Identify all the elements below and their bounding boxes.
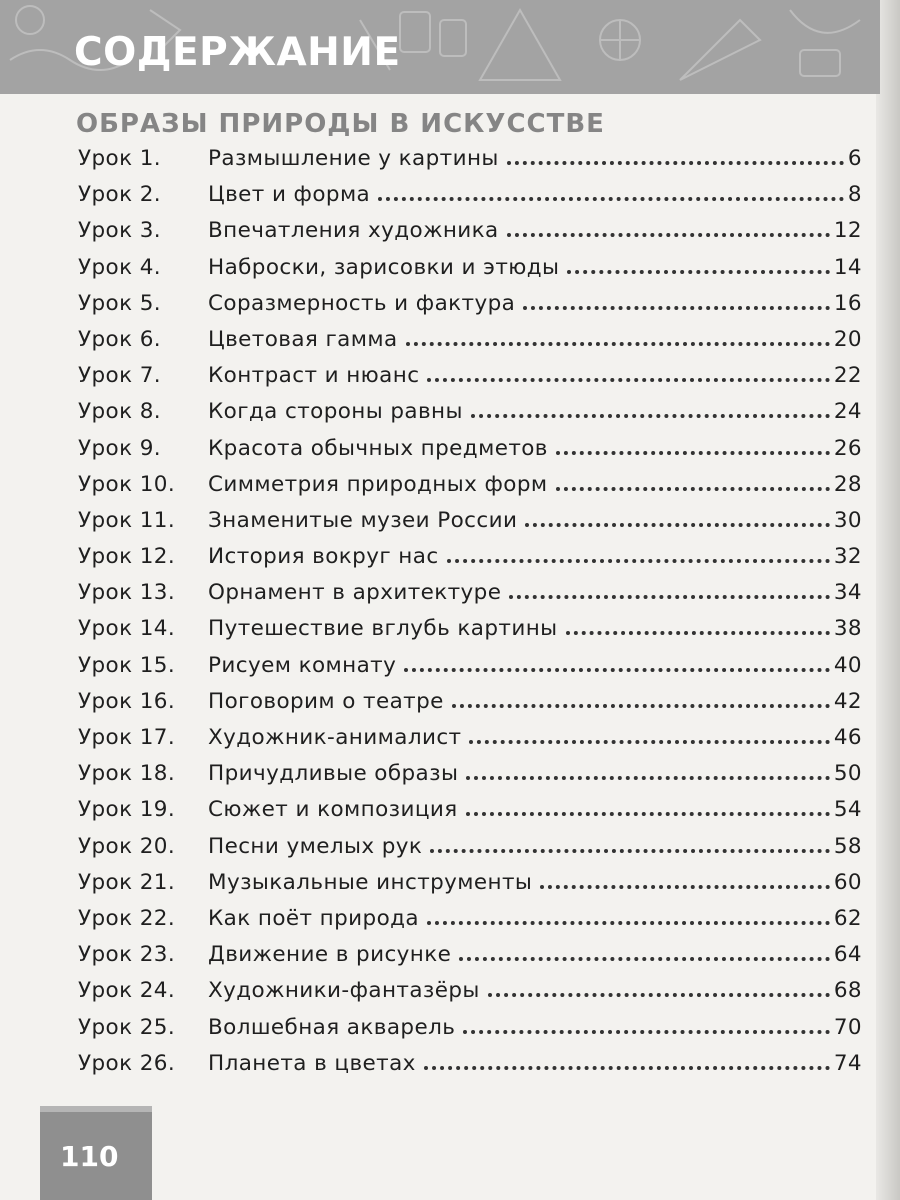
lesson-title: Как поёт природа (208, 905, 419, 931)
page-ref: 60 (833, 869, 862, 895)
lesson-title: Цветовая гамма (208, 326, 398, 352)
toc-row-7[interactable] (78, 363, 862, 399)
lesson-number: Урок 10. (78, 471, 176, 497)
lesson-number: Урок 6. (78, 326, 162, 352)
lesson-number: Урок 22. (78, 905, 176, 931)
page-ref: 68 (833, 978, 862, 1004)
lesson-number: Урок 23. (78, 942, 176, 968)
toc-row-20[interactable] (78, 834, 862, 870)
page-ref: 46 (833, 725, 862, 750)
lesson-number: Урок 20. (78, 833, 176, 859)
toc-row-18[interactable] (78, 761, 862, 797)
page-ref: 62 (833, 905, 862, 931)
dot-leader (488, 987, 830, 997)
lesson-title: Впечатления художника (208, 218, 499, 244)
page-ref: 20 (833, 326, 862, 352)
lesson-title: Красота обычных предметов (208, 435, 548, 461)
dot-leader (463, 1024, 830, 1034)
lesson-number: Урок 4. (78, 254, 162, 280)
toc-row-25[interactable] (78, 1015, 862, 1051)
dot-leader (540, 879, 830, 889)
lesson-title: Планета в цветах (208, 1050, 416, 1076)
lesson-title: Соразмерность и фактура (208, 290, 516, 316)
dot-leader (523, 300, 830, 310)
dot-leader (566, 625, 830, 635)
lesson-title: Контраст и нюанс (208, 363, 420, 389)
page-ref: 38 (833, 616, 862, 642)
toc-row-5[interactable] (78, 291, 862, 327)
page-edge-shadow (876, 0, 900, 1200)
toc-row-22[interactable] (78, 906, 862, 942)
dot-leader (469, 734, 829, 744)
page-ref: 70 (833, 1014, 862, 1040)
dot-leader (452, 698, 830, 708)
page-ref: 28 (833, 471, 862, 497)
lesson-number: Урок 26. (78, 1050, 176, 1076)
lesson-number: Урок 9. (78, 435, 162, 461)
page-ref: 74 (833, 1050, 862, 1076)
page-ref: 32 (833, 544, 862, 570)
lesson-title: Рисуем комнату (208, 652, 397, 678)
lesson-number: Урок 2. (78, 182, 162, 208)
lesson-number: Урок 13. (78, 580, 176, 606)
dot-leader (507, 155, 844, 165)
lesson-number: Урок 12. (78, 544, 176, 570)
toc-row-2[interactable] (78, 182, 862, 218)
page-ref: 40 (833, 652, 862, 678)
dot-leader (427, 915, 830, 925)
toc-row-19[interactable] (78, 797, 862, 833)
dot-leader (406, 336, 830, 346)
lesson-title: Наброски, зарисовки и этюды (208, 254, 560, 280)
toc-row-15[interactable] (78, 653, 862, 689)
page-ref: 30 (833, 507, 862, 533)
dot-leader (556, 445, 830, 455)
page-ref: 64 (833, 942, 862, 968)
toc-row-12[interactable] (78, 544, 862, 580)
toc-row-6[interactable] (78, 327, 862, 363)
lesson-title: Когда стороны равны (208, 399, 463, 425)
lesson-title: Художники-фантазёры (208, 978, 480, 1004)
lesson-title: История вокруг нас (208, 544, 439, 570)
dot-leader (466, 806, 830, 816)
contents-title: СОДЕРЖАНИЕ (74, 30, 401, 75)
dot-leader (378, 191, 844, 201)
page-ref: 50 (833, 761, 862, 787)
lesson-number: Урок 7. (78, 363, 162, 389)
lesson-number: Урок 15. (78, 652, 176, 678)
lesson-title: Размышление у картины (208, 146, 499, 171)
lesson-title: Музыкальные инструменты (208, 869, 533, 895)
header-band (0, 0, 880, 94)
toc-row-17[interactable] (78, 725, 862, 761)
dot-leader (404, 662, 830, 672)
toc-row-9[interactable] (78, 436, 862, 472)
section-title: ОБРАЗЫ ПРИРОДЫ В ИСКУССТВЕ (76, 109, 605, 139)
page-ref: 54 (833, 797, 862, 823)
toc-row-14[interactable] (78, 616, 862, 652)
lesson-title: Орнамент в архитектуре (208, 580, 502, 606)
dot-leader (507, 227, 830, 237)
toc-row-26[interactable] (78, 1051, 862, 1087)
table-of-contents (78, 146, 862, 1087)
lesson-number: Урок 19. (78, 797, 176, 823)
dot-leader (459, 951, 830, 961)
page-ref: 12 (833, 218, 862, 244)
lesson-title: Движение в рисунке (208, 942, 452, 968)
lesson-title: Знаменитые музеи России (208, 507, 518, 533)
toc-row-11[interactable] (78, 508, 862, 544)
lesson-title: Поговорим о театре (208, 688, 444, 714)
lesson-title: Симметрия природных форм (208, 471, 548, 497)
page-ref: 16 (833, 290, 862, 316)
lesson-title: Художник-анималист (208, 725, 462, 750)
lesson-number: Урок 1. (78, 146, 162, 171)
lesson-title: Волшебная акварель (208, 1014, 456, 1040)
toc-row-23[interactable] (78, 942, 862, 978)
toc-row-13[interactable] (78, 580, 862, 616)
page-ref: 34 (833, 580, 862, 606)
dot-leader (427, 372, 829, 382)
dot-leader (466, 770, 829, 780)
lesson-number: Урок 17. (78, 725, 176, 750)
page-ref: 24 (833, 399, 862, 425)
toc-row-4[interactable] (78, 255, 862, 291)
page-ref: 14 (833, 254, 862, 280)
dot-leader (471, 408, 830, 418)
toc-row-8[interactable] (78, 399, 862, 435)
toc-row-1[interactable] (78, 146, 862, 182)
lesson-title: Песни умелых рук (208, 833, 423, 859)
dot-leader (424, 1060, 830, 1070)
page-ref: 8 (847, 182, 862, 208)
lesson-title: Цвет и форма (208, 182, 371, 208)
dot-leader (509, 589, 829, 599)
toc-row-3[interactable] (78, 218, 862, 254)
page-ref: 26 (833, 435, 862, 461)
dot-leader (525, 517, 829, 527)
toc-row-10[interactable] (78, 472, 862, 508)
lesson-number: Урок 11. (78, 507, 176, 533)
lesson-title: Причудливые образы (208, 761, 459, 787)
toc-row-24[interactable] (78, 978, 862, 1014)
page-number: 110 (60, 1140, 119, 1173)
lesson-number: Урок 24. (78, 978, 176, 1004)
dot-leader (567, 264, 829, 274)
dot-leader (556, 481, 830, 491)
lesson-number: Урок 16. (78, 688, 176, 714)
toc-row-16[interactable] (78, 689, 862, 725)
lesson-number: Урок 8. (78, 399, 162, 425)
page-ref: 58 (833, 833, 862, 859)
page-ref: 42 (833, 688, 862, 714)
lesson-number: Урок 14. (78, 616, 176, 642)
page-ref: 22 (833, 363, 862, 389)
lesson-number: Урок 25. (78, 1014, 176, 1040)
lesson-title: Сюжет и композиция (208, 797, 458, 823)
lesson-title: Путешествие вглубь картины (208, 616, 558, 642)
page-ref: 6 (847, 146, 862, 171)
dot-leader (430, 843, 830, 853)
lesson-number: Урок 21. (78, 869, 176, 895)
toc-row-21[interactable] (78, 870, 862, 906)
lesson-number: Урок 18. (78, 761, 176, 787)
lesson-number: Урок 3. (78, 218, 162, 244)
lesson-number: Урок 5. (78, 290, 162, 316)
dot-leader (447, 553, 830, 563)
